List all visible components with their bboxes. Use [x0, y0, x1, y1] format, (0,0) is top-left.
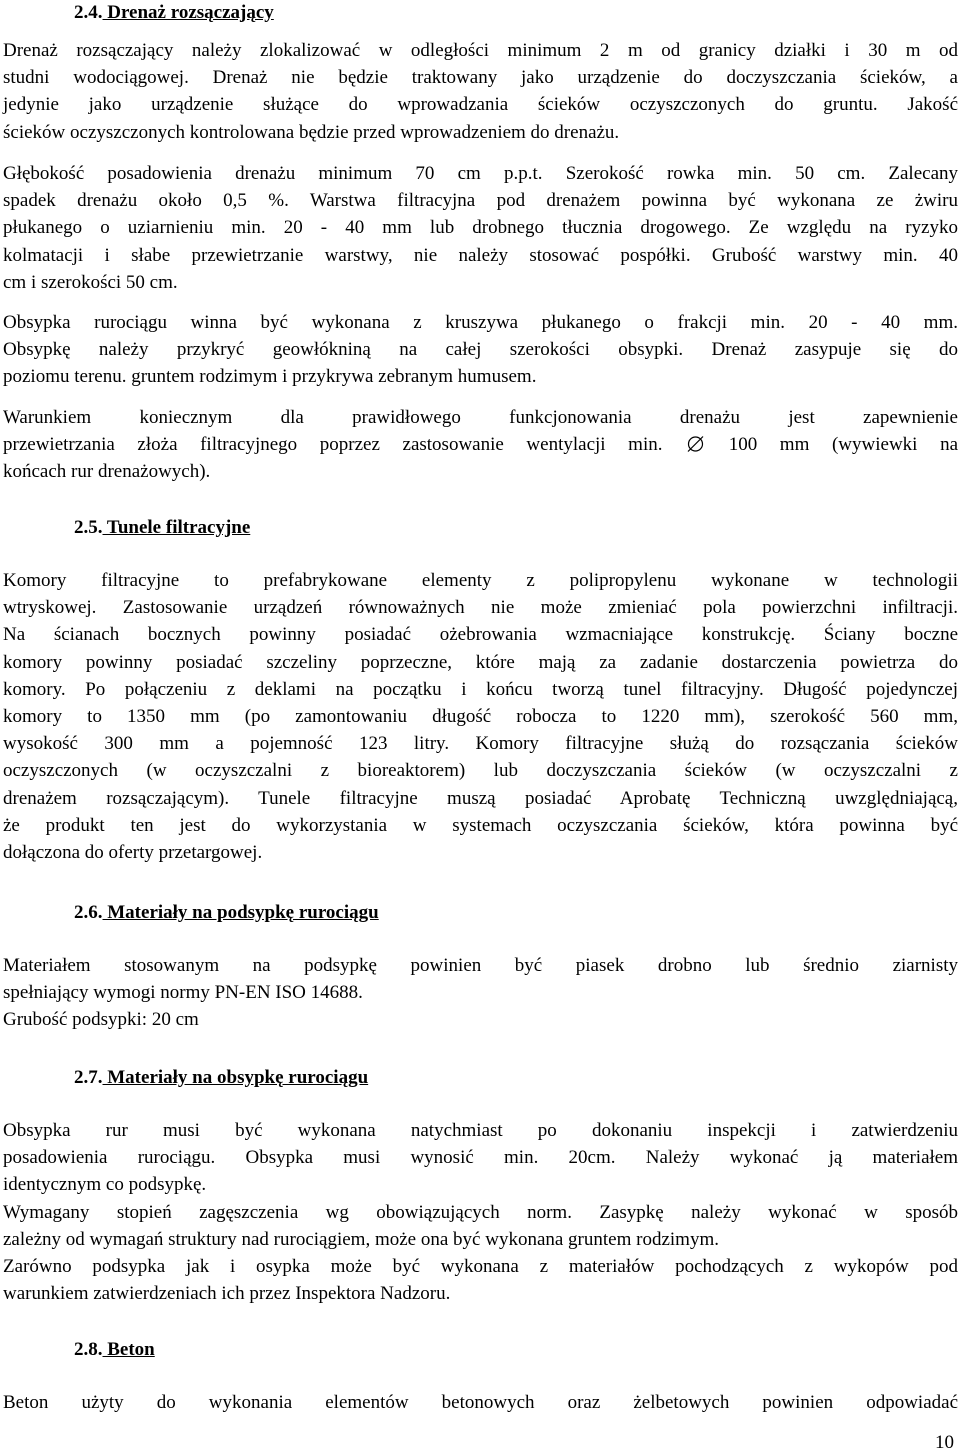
text-line: jedynie jako urządzenie służące do wprowadzania ścieków oczyszczonych do gruntu. Jakość	[3, 94, 958, 116]
text-line: cm i szerokości 50 cm.	[3, 271, 178, 293]
paragraph-2-8-concrete	[3, 1389, 958, 1416]
text-line: ścieków oczyszczonych kontrolowana będzie przed wprowadzeniem do drenażu.	[3, 121, 620, 143]
section-title: Materiały na podsypkę rurociągu	[102, 902, 379, 923]
section-number: 2.5.	[74, 517, 103, 538]
text-line: Obsypkę należy przykryć geowłókniną na całej szerokości obsypki. Drenaż zasypuje się do	[3, 339, 958, 361]
text-line: Grubość podsypki: 20 cm	[3, 1009, 199, 1031]
text-line: Komory filtracyjne to prefabrykowane elementy z polipropylenu wykonane w technologii	[3, 570, 958, 591]
paragraph-2-7-surround	[3, 1117, 958, 1307]
text-line: oczyszczonych (w oczyszczalni z bioreaktorem) lub doczyszczania ścieków (w oczyszczalni z	[3, 760, 958, 782]
text-line: komory to 1350 mm (po zamontowaniu długość robocza to 1220 mm), szerokość 560 mm,	[3, 706, 958, 728]
text-line: posadowienia rurociągu. Obsypka musi wynosić min. 20cm. Należy wykonać ją materiałem	[3, 1147, 958, 1169]
text-line: spadek drenażu około 0,5 %. Warstwa filtracyjna pod drenażem powinna być wykonana ze żwiru	[3, 190, 958, 212]
paragraph-2-4-depth	[3, 160, 958, 296]
text-line: Beton użyty do wykonania elementów betonowych oraz żelbetowych powinien odpowiadać	[3, 1392, 958, 1413]
paragraph-2-5-tunnels	[3, 567, 958, 866]
text-line: Materiałem stosowanym na podsypkę powinien być piasek drobno lub średnio ziarnisty	[3, 955, 958, 976]
text-line: końcach rur drenażowych).	[3, 461, 211, 483]
text-line: Głębokość posadowienia drenażu minimum 70 cm p.p.t. Szerokość rowka min. 50 cm. Zalecany	[3, 163, 958, 184]
text-line: wtryskowej. Zastosowanie urządzeń równoważnych nie może zmieniać pola powierzchni infiltracji.	[3, 597, 958, 619]
paragraph-2-6-bedding	[3, 952, 958, 1034]
section-title: Beton	[102, 1339, 155, 1360]
text-fragment: 100 mm (wywiewki na	[728, 434, 958, 456]
text-line: warunkiem zatwierdzeniach ich przez Inspektora Nadzoru.	[3, 1283, 451, 1305]
text-fragment: przewietrzania złoża filtracyjnego poprzez zastosowanie wentylacji min.	[3, 434, 663, 456]
text-line: Obsypka rur musi być wykonana natychmiast po dokonaniu inspekcji i zatwierdzeniu	[3, 1120, 958, 1141]
text-line: zależny od wymagań struktury nad rurociągiem, może ona być wykonana gruntem rodzimym.	[3, 1228, 719, 1250]
diameter-icon	[687, 435, 704, 452]
section-number: 2.6.	[74, 902, 103, 923]
section-heading-2-7	[74, 1067, 368, 1089]
text-line: komory powinny posiadać szczeliny poprzeczne, które mają za zadanie dostarczenia powietrza do	[3, 651, 958, 673]
section-title: Drenaż rozsączający	[102, 2, 274, 23]
section-number: 2.8.	[74, 1339, 103, 1360]
text-line: dołączona do oferty przetargowej.	[3, 842, 263, 864]
text-line: że produkt ten jest do wykorzystania w systemach oczyszczania ścieków, która powinna być	[3, 814, 958, 836]
section-title: Materiały na obsypkę rurociągu	[102, 1067, 369, 1088]
text-line: kolmatacji i słabe przewietrzanie warstwy, nie należy stosować pospółki. Grubość warstwy min. 40	[3, 244, 958, 266]
text-line: komory. Po połączeniu z deklami na początku i końcu tworzą tunel filtracyjny. Długość pojedynczej	[3, 678, 958, 700]
section-heading-2-8	[74, 1339, 155, 1361]
text-line: identycznym co podsypkę.	[3, 1174, 207, 1196]
text-line: Obsypka rurociągu winna być wykonana z kruszywa płukanego o frakcji min. 20 - 40 mm.	[3, 312, 958, 333]
text-line	[3, 431, 958, 458]
page-number: 10	[935, 1432, 954, 1453]
text-line: Drenaż rozsączający należy zlokalizować w odległości minimum 2 m od granicy działki i 30 m od	[3, 40, 958, 61]
paragraph-2-4-location	[3, 37, 958, 146]
section-title: Tunele filtracyjne	[102, 517, 251, 538]
text-line: płukanego o uziarnieniu min. 20 - 40 mm lub drobnego tłucznia drogowego. Ze względu na ryzyko	[3, 217, 958, 239]
text-line: studni wodociągowej. Drenaż nie będzie traktowany jako urządzenie do doczyszczania ścieków, a	[3, 67, 958, 89]
section-number: 2.4.	[74, 2, 103, 23]
text-line: drenażem rozsączającym). Tunele filtracyjne muszą posiadać Aprobatę Techniczną uwzględniającą,	[3, 787, 958, 809]
text-line: wysokość 300 mm a pojemność 123 litry. Komory filtracyjne służą do rozsączania ścieków	[3, 733, 958, 755]
section-heading-2-4	[74, 2, 274, 24]
section-heading-2-5	[74, 517, 250, 539]
text-line: Na ścianach bocznych powinny posiadać ożebrowania wzmacniające konstrukcję. Ściany boczne	[3, 624, 958, 646]
text-line: Wymagany stopień zagęszczenia wg obowiązujących norm. Zasypkę należy wykonać w sposób	[3, 1201, 958, 1223]
text-line: spełniający wymogi normy PN-EN ISO 14688.	[3, 982, 363, 1004]
paragraph-2-4-backfill	[3, 309, 958, 391]
text-line: Zarówno podsypka jak i osypka może być wykonana z materiałów pochodzących z wykopów pod	[3, 1256, 958, 1278]
paragraph-2-4-ventilation	[3, 404, 958, 486]
section-number: 2.7.	[74, 1067, 103, 1088]
section-heading-2-6	[74, 902, 379, 924]
text-line: Warunkiem koniecznym dla prawidłowego funkcjonowania drenażu jest zapewnienie	[3, 407, 958, 428]
text-line: poziomu terenu. gruntem rodzimym i przykrywa zebranym humusem.	[3, 366, 537, 388]
